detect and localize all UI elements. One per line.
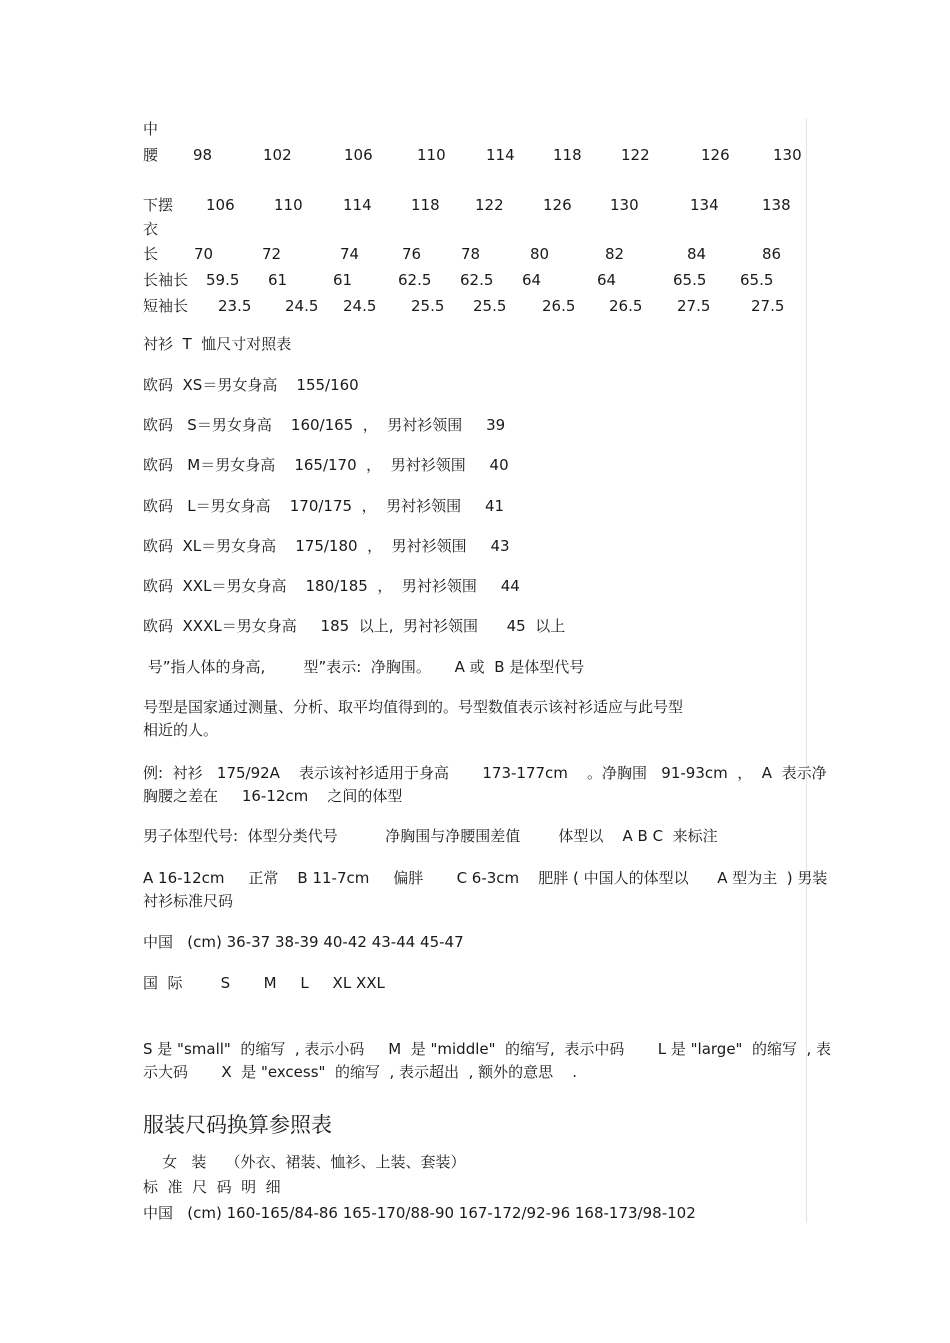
size-table-cell: 27.5 bbox=[677, 297, 711, 315]
size-table-cell: 61 bbox=[333, 271, 353, 289]
size-table-cell: 106 bbox=[206, 196, 235, 214]
size-table-cell: 24.5 bbox=[343, 297, 377, 315]
size-table-cell: 62.5 bbox=[460, 271, 494, 289]
size-table-cell: 64 bbox=[522, 271, 542, 289]
size-type-explanation-line2: 相近的人。 bbox=[143, 721, 219, 739]
size-table-cell: 84 bbox=[687, 245, 707, 263]
eu-size-m: 欧码 M＝男女身高 165/170 ， 男衬衫领围 40 bbox=[143, 456, 509, 474]
size-table-cell: 65.5 bbox=[740, 271, 774, 289]
eu-size-xxxl: 欧码 XXXL＝男女身高 185 以上, 男衬衫领围 45 以上 bbox=[143, 617, 566, 635]
size-table-cell: 130 bbox=[773, 146, 802, 164]
size-table-cell: 23.5 bbox=[218, 297, 252, 315]
example-line1: 例: 衬衫 175/92A 表示该衬衫适用于身高 173-177cm 。净胸围 91-93cm ， A 表示净 bbox=[143, 764, 827, 782]
size-table-cell: 26.5 bbox=[609, 297, 643, 315]
size-table-cell: 27.5 bbox=[751, 297, 785, 315]
size-table-cell: 72 bbox=[262, 245, 282, 263]
size-table-cell: 114 bbox=[486, 146, 515, 164]
size-table-cell: 106 bbox=[344, 146, 373, 164]
size-letter-meaning-line1: S 是 "small" 的缩写 , 表示小码 M 是 "middle" 的缩写, 表示中码 L 是 "large" 的缩写 , 表 bbox=[143, 1040, 832, 1058]
size-table-cell: 98 bbox=[193, 146, 213, 164]
eu-size-xs: 欧码 XS＝男女身高 155/160 bbox=[143, 376, 359, 394]
size-table-cell: 65.5 bbox=[673, 271, 707, 289]
size-table-cell: 130 bbox=[610, 196, 639, 214]
body-type-abc-line1: A 16-12cm 正常 B 11-7cm 偏胖 C 6-3cm 肥胖 ( 中国人的体型以 A 型为主 ) 男装 bbox=[143, 869, 828, 887]
male-body-type-code: 男子体型代号: 体型分类代号 净胸围与净腰围差值 体型以 A B C 来标注 bbox=[143, 827, 718, 845]
section-title-shirt-size: 衬衫 T 恤尺寸对照表 bbox=[143, 335, 292, 353]
size-table-cell: 62.5 bbox=[398, 271, 432, 289]
size-table-cell: 64 bbox=[597, 271, 617, 289]
size-letter-meaning-line2: 示大码 X 是 "excess" 的缩写 , 表示超出 , 额外的意思 . bbox=[143, 1063, 577, 1081]
size-row-label-top: 中 bbox=[143, 120, 159, 138]
standard-size-detail-label: 标 准 尺 码 明 细 bbox=[143, 1178, 281, 1196]
eu-size-xxl: 欧码 XXL＝男女身高 180/185 ， 男衬衫领围 44 bbox=[143, 577, 520, 595]
size-table-cell: 118 bbox=[411, 196, 440, 214]
eu-size-xl: 欧码 XL＝男女身高 175/180 ， 男衬衫领围 43 bbox=[143, 537, 510, 555]
size-row-label: 长袖长 bbox=[143, 271, 189, 289]
size-table-cell: 134 bbox=[690, 196, 719, 214]
size-type-explanation-line1: 号型是国家通过测量、分析、取平均值得到的。号型数值表示该衬衫适应与此号型 bbox=[143, 698, 684, 716]
china-collar-sizes: 中国 (cm) 36-37 38-39 40-42 43-44 45-47 bbox=[143, 933, 464, 951]
size-table-cell: 122 bbox=[621, 146, 650, 164]
size-table-cell: 70 bbox=[194, 245, 214, 263]
international-sizes: 国 际 S M L XL XXL bbox=[143, 974, 385, 992]
size-table-cell: 25.5 bbox=[473, 297, 507, 315]
size-table-cell: 25.5 bbox=[411, 297, 445, 315]
size-row-label-top: 衣 bbox=[143, 220, 159, 238]
size-table-cell: 110 bbox=[274, 196, 303, 214]
size-row-label: 短袖长 bbox=[143, 297, 189, 315]
size-table-cell: 118 bbox=[553, 146, 582, 164]
size-table-cell: 86 bbox=[762, 245, 782, 263]
size-table-cell: 126 bbox=[701, 146, 730, 164]
size-table-cell: 61 bbox=[268, 271, 288, 289]
size-table-cell: 24.5 bbox=[285, 297, 319, 315]
eu-size-l: 欧码 L＝男女身高 170/175 ， 男衬衫领围 41 bbox=[143, 497, 505, 515]
example-line2: 胸腰之差在 16-12cm 之间的体型 bbox=[143, 787, 403, 805]
body-type-abc-line2: 衬衫标准尺码 bbox=[143, 892, 234, 910]
eu-size-s: 欧码 S＝男女身高 160/165 ， 男衬衫领围 39 bbox=[143, 416, 506, 434]
size-table-cell: 80 bbox=[530, 245, 550, 263]
size-table-cell: 110 bbox=[417, 146, 446, 164]
size-table-cell: 138 bbox=[762, 196, 791, 214]
size-table-cell: 26.5 bbox=[542, 297, 576, 315]
size-table-cell: 78 bbox=[461, 245, 481, 263]
size-table-cell: 122 bbox=[475, 196, 504, 214]
china-womens-sizes: 中国 (cm) 160-165/84-86 165-170/88-90 167-172/92-96 168-173/98-102 bbox=[143, 1204, 696, 1222]
size-type-definition: 号”指人体的身高, 型”表示: 净胸围。 A 或 B 是体型代号 bbox=[143, 658, 585, 676]
size-table-cell: 102 bbox=[263, 146, 292, 164]
size-table-cell: 114 bbox=[343, 196, 372, 214]
size-row-label: 下摆 bbox=[143, 196, 174, 214]
size-table-cell: 74 bbox=[340, 245, 360, 263]
size-row-label: 腰 bbox=[143, 146, 159, 164]
size-table-cell: 76 bbox=[402, 245, 422, 263]
section-heading-size-conversion: 服装尺码换算参照表 bbox=[143, 1113, 332, 1137]
size-table-cell: 82 bbox=[605, 245, 625, 263]
womens-category-line: 女 装 （外衣、裙装、恤衫、上装、套装） bbox=[143, 1153, 466, 1171]
size-table-cell: 126 bbox=[543, 196, 572, 214]
size-row-label: 长 bbox=[143, 245, 159, 263]
size-table-cell: 59.5 bbox=[206, 271, 240, 289]
